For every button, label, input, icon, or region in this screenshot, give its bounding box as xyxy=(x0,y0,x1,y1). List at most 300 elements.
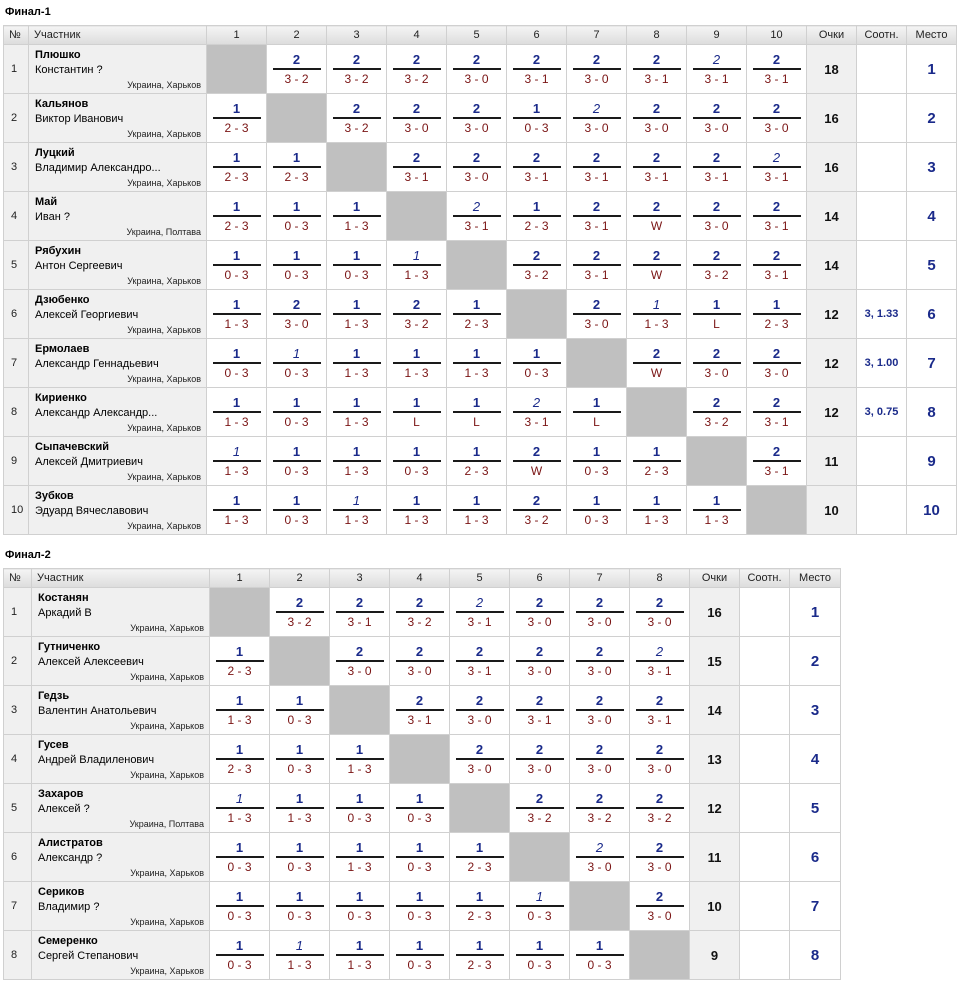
player-name: Антон Сергеевич xyxy=(35,260,123,272)
match-cell[interactable] xyxy=(267,437,327,486)
match-cell[interactable] xyxy=(450,833,510,882)
match-cell[interactable] xyxy=(387,437,447,486)
match-divider xyxy=(513,460,561,462)
match-divider xyxy=(396,611,444,613)
match-cell[interactable] xyxy=(270,735,330,784)
match-cell[interactable] xyxy=(387,241,447,290)
match-points: 2 xyxy=(595,791,604,806)
table-row xyxy=(4,784,841,833)
player-surname[interactable]: Сериков xyxy=(38,886,85,898)
match-divider xyxy=(633,166,681,168)
match-points: 2 xyxy=(472,199,481,214)
match-divider xyxy=(516,758,564,760)
match-cell[interactable] xyxy=(507,143,567,192)
header-round-7: 7 xyxy=(570,569,630,588)
match-score: 1 - 3 xyxy=(287,958,312,972)
final-place: 5 xyxy=(790,784,841,833)
match-cell[interactable] xyxy=(567,241,627,290)
player-surname[interactable]: Гедзь xyxy=(38,690,70,702)
match-cell[interactable] xyxy=(507,388,567,437)
player-surname[interactable]: Алистратов xyxy=(38,837,103,849)
player-surname[interactable]: Кириенко xyxy=(35,392,87,404)
match-cell[interactable] xyxy=(327,486,387,535)
match-score: 1 - 3 xyxy=(344,415,369,429)
match-score: 3 - 1 xyxy=(647,713,672,727)
match-score: 0 - 3 xyxy=(347,909,372,923)
player-surname[interactable]: Дзюбенко xyxy=(35,294,90,306)
player-cell xyxy=(29,486,207,535)
match-cell[interactable] xyxy=(267,45,327,94)
player-surname[interactable]: Костанян xyxy=(38,592,89,604)
match-cell[interactable] xyxy=(330,735,390,784)
match-cell[interactable] xyxy=(687,94,747,143)
match-cell[interactable] xyxy=(450,735,510,784)
match-cell[interactable] xyxy=(447,437,507,486)
match-score: 2 - 3 xyxy=(227,762,252,776)
total-points: 12 xyxy=(807,388,857,437)
match-cell[interactable] xyxy=(627,192,687,241)
tiebreak-value xyxy=(857,143,907,192)
match-cell[interactable] xyxy=(267,143,327,192)
match-cell[interactable] xyxy=(270,784,330,833)
match-cell[interactable] xyxy=(327,437,387,486)
match-divider xyxy=(636,611,684,613)
match-points: 1 xyxy=(355,791,364,806)
player-cell xyxy=(32,735,210,784)
total-points: 11 xyxy=(690,833,740,882)
match-points: 1 xyxy=(595,938,604,953)
match-cell[interactable] xyxy=(330,833,390,882)
match-cell[interactable] xyxy=(387,143,447,192)
match-cell[interactable] xyxy=(267,192,327,241)
match-cell[interactable] xyxy=(210,784,270,833)
match-score: 3 - 2 xyxy=(284,72,309,86)
player-surname[interactable]: Плюшко xyxy=(35,49,81,61)
match-score: 3 - 1 xyxy=(347,615,372,629)
player-surname[interactable]: Гусев xyxy=(38,739,69,751)
match-score: 2 - 3 xyxy=(464,464,489,478)
match-points: 1 xyxy=(592,444,601,459)
match-cell[interactable] xyxy=(327,388,387,437)
match-cell[interactable] xyxy=(207,143,267,192)
match-cell[interactable] xyxy=(627,94,687,143)
player-surname[interactable]: Ермолаев xyxy=(35,343,90,355)
match-cell[interactable] xyxy=(387,339,447,388)
match-cell[interactable] xyxy=(507,486,567,535)
match-divider xyxy=(633,117,681,119)
match-cell[interactable] xyxy=(507,241,567,290)
match-cell[interactable] xyxy=(630,833,690,882)
match-cell[interactable] xyxy=(270,686,330,735)
match-cell[interactable] xyxy=(510,588,570,637)
match-points: 1 xyxy=(412,493,421,508)
match-cell[interactable] xyxy=(447,143,507,192)
match-divider xyxy=(456,954,504,956)
player-surname[interactable]: Май xyxy=(35,196,58,208)
total-points: 16 xyxy=(807,94,857,143)
match-cell[interactable] xyxy=(390,637,450,686)
match-points: 1 xyxy=(592,493,601,508)
player-name: Владимир ? xyxy=(38,901,100,913)
match-cell[interactable] xyxy=(570,931,630,980)
match-cell[interactable] xyxy=(507,94,567,143)
row-number: 7 xyxy=(4,339,29,388)
match-cell[interactable] xyxy=(747,45,807,94)
tiebreak-value xyxy=(740,588,790,637)
match-cell[interactable] xyxy=(270,882,330,931)
match-cell[interactable] xyxy=(687,192,747,241)
player-name: Александр ? xyxy=(38,852,103,864)
match-cell[interactable] xyxy=(627,45,687,94)
final-1-title: Финал-1 xyxy=(5,6,51,18)
tiebreak-value xyxy=(857,241,907,290)
match-score: 2 - 3 xyxy=(224,170,249,184)
match-cell[interactable] xyxy=(507,192,567,241)
match-cell[interactable] xyxy=(567,388,627,437)
header-round-10: 10 xyxy=(747,26,807,45)
player-name: Александр Александр... xyxy=(35,407,158,419)
match-score: 0 - 3 xyxy=(284,513,309,527)
match-cell[interactable] xyxy=(210,882,270,931)
match-divider xyxy=(333,313,381,315)
player-surname[interactable]: Гутниченко xyxy=(38,641,101,653)
match-cell[interactable] xyxy=(387,486,447,535)
diagonal-cell xyxy=(327,143,387,192)
match-cell[interactable] xyxy=(387,290,447,339)
match-cell[interactable] xyxy=(510,931,570,980)
player-city: Украина, Харьков xyxy=(130,721,204,731)
match-cell[interactable] xyxy=(747,339,807,388)
match-points: 2 xyxy=(352,101,361,116)
player-city: Украина, Харьков xyxy=(130,868,204,878)
match-cell[interactable] xyxy=(270,833,330,882)
match-cell[interactable] xyxy=(390,588,450,637)
match-cell[interactable] xyxy=(510,735,570,784)
match-points: 2 xyxy=(472,101,481,116)
tiebreak-value xyxy=(740,882,790,931)
match-cell[interactable] xyxy=(327,339,387,388)
match-divider xyxy=(693,313,741,315)
match-cell[interactable] xyxy=(627,241,687,290)
match-divider xyxy=(576,856,624,858)
diagonal-cell xyxy=(630,931,690,980)
row-number: 6 xyxy=(4,833,32,882)
match-cell[interactable] xyxy=(570,833,630,882)
match-cell[interactable] xyxy=(267,241,327,290)
match-cell[interactable] xyxy=(567,290,627,339)
match-cell[interactable] xyxy=(567,143,627,192)
total-points: 9 xyxy=(690,931,740,980)
match-cell[interactable] xyxy=(450,931,510,980)
match-cell[interactable] xyxy=(207,290,267,339)
total-points: 18 xyxy=(807,45,857,94)
match-divider xyxy=(573,166,621,168)
player-surname[interactable]: Сыпачевский xyxy=(35,441,109,453)
diagonal-cell xyxy=(747,486,807,535)
match-cell[interactable] xyxy=(387,94,447,143)
match-cell[interactable] xyxy=(387,45,447,94)
final-place: 9 xyxy=(907,437,957,486)
match-cell[interactable] xyxy=(390,686,450,735)
match-divider xyxy=(753,411,801,413)
match-score: 3 - 1 xyxy=(764,72,789,86)
player-surname[interactable]: Рябухин xyxy=(35,245,82,257)
row-number: 9 xyxy=(4,437,29,486)
match-cell[interactable] xyxy=(630,784,690,833)
match-cell[interactable] xyxy=(507,437,567,486)
match-points: 2 xyxy=(772,248,781,263)
match-cell[interactable] xyxy=(327,290,387,339)
match-cell[interactable] xyxy=(567,45,627,94)
match-cell[interactable] xyxy=(510,882,570,931)
match-cell[interactable] xyxy=(447,290,507,339)
match-cell[interactable] xyxy=(567,94,627,143)
match-cell[interactable] xyxy=(510,686,570,735)
final-place: 4 xyxy=(790,735,841,784)
match-divider xyxy=(693,509,741,511)
match-score: 2 - 3 xyxy=(764,317,789,331)
match-cell[interactable] xyxy=(447,192,507,241)
match-cell[interactable] xyxy=(510,637,570,686)
match-cell[interactable] xyxy=(207,486,267,535)
player-name: Эдуард Вячеславович xyxy=(35,505,149,517)
final-place: 6 xyxy=(790,833,841,882)
match-score: 2 - 3 xyxy=(524,219,549,233)
match-score: 1 - 3 xyxy=(344,219,369,233)
match-cell[interactable] xyxy=(447,94,507,143)
match-divider xyxy=(693,166,741,168)
match-cell[interactable] xyxy=(747,94,807,143)
match-cell[interactable] xyxy=(207,437,267,486)
match-cell[interactable] xyxy=(207,94,267,143)
match-cell[interactable] xyxy=(210,637,270,686)
match-cell[interactable] xyxy=(687,486,747,535)
match-divider xyxy=(573,117,621,119)
match-cell[interactable] xyxy=(447,486,507,535)
total-points: 14 xyxy=(807,241,857,290)
match-score: 3 - 0 xyxy=(404,121,429,135)
match-points: 1 xyxy=(232,297,241,312)
match-cell[interactable] xyxy=(390,931,450,980)
match-cell[interactable] xyxy=(687,241,747,290)
match-points: 1 xyxy=(232,199,241,214)
match-divider xyxy=(456,758,504,760)
match-cell[interactable] xyxy=(627,290,687,339)
match-cell[interactable] xyxy=(510,784,570,833)
match-divider xyxy=(276,709,324,711)
match-points: 1 xyxy=(532,199,541,214)
match-divider xyxy=(276,611,324,613)
match-cell[interactable] xyxy=(330,931,390,980)
match-cell[interactable] xyxy=(207,192,267,241)
match-divider xyxy=(213,362,261,364)
match-divider xyxy=(213,411,261,413)
match-divider xyxy=(453,411,501,413)
match-score: 0 - 3 xyxy=(527,909,552,923)
match-cell[interactable] xyxy=(447,45,507,94)
match-cell[interactable] xyxy=(327,94,387,143)
match-cell[interactable] xyxy=(507,339,567,388)
match-cell[interactable] xyxy=(507,45,567,94)
match-cell[interactable] xyxy=(270,588,330,637)
match-cell[interactable] xyxy=(630,735,690,784)
player-surname[interactable]: Зубков xyxy=(35,490,74,502)
match-score: 2 - 3 xyxy=(467,860,492,874)
match-divider xyxy=(573,460,621,462)
match-cell[interactable] xyxy=(630,588,690,637)
player-name: Виктор Иванович xyxy=(35,113,124,125)
match-cell[interactable] xyxy=(327,45,387,94)
header-round-9: 9 xyxy=(687,26,747,45)
match-score: 3 - 1 xyxy=(764,268,789,282)
match-points: 1 xyxy=(355,938,364,953)
match-cell[interactable] xyxy=(747,143,807,192)
match-cell[interactable] xyxy=(330,637,390,686)
match-cell[interactable] xyxy=(330,784,390,833)
match-cell[interactable] xyxy=(327,241,387,290)
final-place: 7 xyxy=(790,882,841,931)
match-divider xyxy=(276,856,324,858)
match-cell[interactable] xyxy=(627,437,687,486)
table-row xyxy=(4,833,841,882)
match-cell[interactable] xyxy=(630,686,690,735)
match-cell[interactable] xyxy=(390,882,450,931)
match-cell[interactable] xyxy=(210,931,270,980)
match-cell[interactable] xyxy=(627,339,687,388)
match-cell[interactable] xyxy=(687,45,747,94)
match-divider xyxy=(213,215,261,217)
match-points: 1 xyxy=(412,395,421,410)
match-points: 2 xyxy=(295,595,304,610)
match-cell[interactable] xyxy=(747,241,807,290)
match-cell[interactable] xyxy=(570,686,630,735)
match-cell[interactable] xyxy=(447,339,507,388)
match-cell[interactable] xyxy=(267,486,327,535)
match-cell[interactable] xyxy=(207,339,267,388)
diagonal-cell xyxy=(507,290,567,339)
match-cell[interactable] xyxy=(630,882,690,931)
match-cell[interactable] xyxy=(450,686,510,735)
match-cell[interactable] xyxy=(450,637,510,686)
match-points: 2 xyxy=(652,150,661,165)
match-divider xyxy=(636,807,684,809)
match-points: 2 xyxy=(535,644,544,659)
match-cell[interactable] xyxy=(267,388,327,437)
match-score: 1 - 3 xyxy=(224,513,249,527)
match-cell[interactable] xyxy=(570,588,630,637)
match-score: 3 - 1 xyxy=(644,72,669,86)
match-cell[interactable] xyxy=(207,241,267,290)
match-cell[interactable] xyxy=(747,290,807,339)
match-divider xyxy=(396,660,444,662)
match-score: 3 - 0 xyxy=(467,762,492,776)
match-score: 3 - 2 xyxy=(704,415,729,429)
final-2-title: Финал-2 xyxy=(5,549,51,561)
match-cell[interactable] xyxy=(567,486,627,535)
row-number: 3 xyxy=(4,143,29,192)
match-cell[interactable] xyxy=(330,588,390,637)
match-cell[interactable] xyxy=(330,882,390,931)
match-points: 2 xyxy=(595,693,604,708)
match-score: 3 - 2 xyxy=(704,268,729,282)
match-cell[interactable] xyxy=(747,192,807,241)
match-cell[interactable] xyxy=(450,882,510,931)
match-cell[interactable] xyxy=(267,290,327,339)
final-place: 3 xyxy=(907,143,957,192)
match-score: 1 - 3 xyxy=(344,513,369,527)
match-cell[interactable] xyxy=(570,784,630,833)
match-cell[interactable] xyxy=(210,686,270,735)
match-points: 1 xyxy=(532,346,541,361)
match-cell[interactable] xyxy=(207,388,267,437)
match-cell[interactable] xyxy=(627,486,687,535)
match-cell[interactable] xyxy=(447,388,507,437)
match-cell[interactable] xyxy=(747,437,807,486)
match-cell[interactable] xyxy=(747,388,807,437)
match-cell[interactable] xyxy=(570,637,630,686)
player-cell xyxy=(29,45,207,94)
player-city: Украина, Харьков xyxy=(127,374,201,384)
match-cell[interactable] xyxy=(570,735,630,784)
total-points: 10 xyxy=(807,486,857,535)
match-cell[interactable] xyxy=(267,339,327,388)
match-divider xyxy=(693,362,741,364)
match-cell[interactable] xyxy=(687,143,747,192)
match-cell[interactable] xyxy=(450,588,510,637)
match-divider xyxy=(213,509,261,511)
match-cell[interactable] xyxy=(327,192,387,241)
player-surname[interactable]: Захаров xyxy=(38,788,84,800)
match-divider xyxy=(753,166,801,168)
match-points: 2 xyxy=(535,791,544,806)
match-score: 3 - 0 xyxy=(704,366,729,380)
match-cell[interactable] xyxy=(270,931,330,980)
match-divider xyxy=(636,905,684,907)
match-score: 1 - 3 xyxy=(404,366,429,380)
match-divider xyxy=(636,709,684,711)
player-surname[interactable]: Кальянов xyxy=(35,98,89,110)
match-divider xyxy=(516,905,564,907)
player-surname[interactable]: Семеренко xyxy=(38,935,98,947)
match-cell[interactable] xyxy=(387,388,447,437)
match-cell[interactable] xyxy=(687,290,747,339)
player-surname[interactable]: Луцкий xyxy=(35,147,75,159)
match-cell[interactable] xyxy=(630,637,690,686)
match-divider xyxy=(513,411,561,413)
match-cell[interactable] xyxy=(210,735,270,784)
row-number: 4 xyxy=(4,735,32,784)
match-cell[interactable] xyxy=(567,437,627,486)
match-cell[interactable] xyxy=(627,143,687,192)
match-cell[interactable] xyxy=(567,192,627,241)
match-points: 1 xyxy=(232,101,241,116)
final-place: 2 xyxy=(790,637,841,686)
match-score: 2 - 3 xyxy=(464,317,489,331)
row-number: 10 xyxy=(4,486,29,535)
match-score: 3 - 0 xyxy=(527,762,552,776)
match-divider xyxy=(576,807,624,809)
player-name: Алексей Георгиевич xyxy=(35,309,139,321)
match-cell[interactable] xyxy=(687,339,747,388)
match-divider xyxy=(753,362,801,364)
final-place: 2 xyxy=(907,94,957,143)
match-divider xyxy=(273,460,321,462)
match-cell[interactable] xyxy=(390,784,450,833)
match-cell[interactable] xyxy=(390,833,450,882)
match-cell[interactable] xyxy=(210,833,270,882)
match-score: L xyxy=(713,317,720,331)
match-cell[interactable] xyxy=(687,388,747,437)
